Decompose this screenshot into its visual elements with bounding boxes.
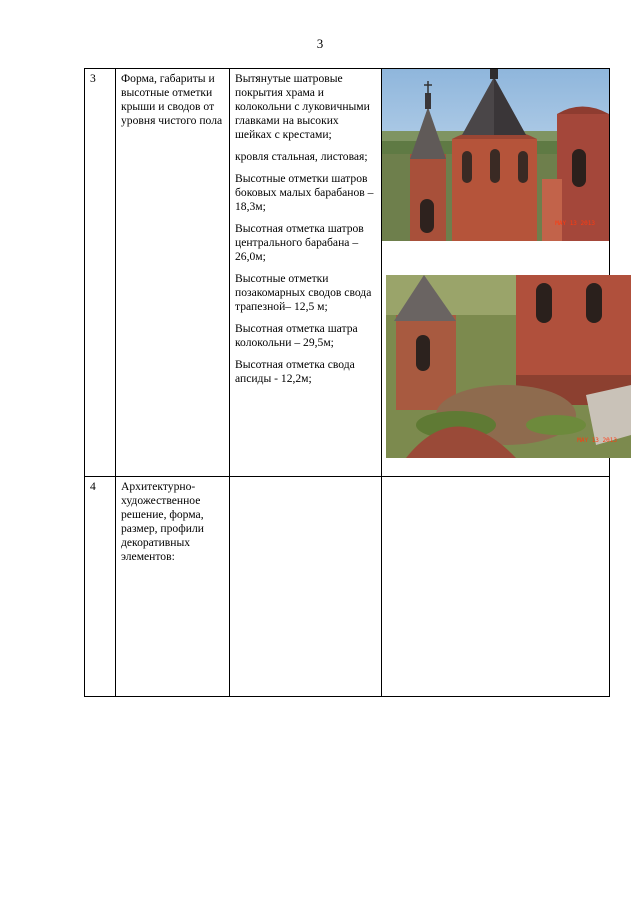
row-description <box>230 69 382 477</box>
row-title: Архитектурно-художественное решение, форма, размер, профили декоративных элементов: <box>116 477 230 697</box>
row-description <box>230 477 382 697</box>
table-row <box>85 477 610 697</box>
desc-paragraph: Высотная отметка свода апсиды - 12,2м; <box>235 358 355 385</box>
inspection-table <box>84 68 617 697</box>
photo-cell <box>382 69 617 477</box>
desc-paragraph: Высотная отметка шатра колокольни – 29,5м; <box>235 322 358 349</box>
church-tented-roofs-photo <box>382 69 609 241</box>
photo-cell <box>382 477 610 697</box>
desc-paragraph: Вытянутые шатровые покрытия храма и колокольни с луковичными главками на высоких шейках с крестами; <box>235 72 370 141</box>
photo-date-stamp: MAY 13 2013 <box>577 437 617 444</box>
page-number: 3 <box>316 36 324 51</box>
desc-paragraph: кровля стальная, листовая; <box>235 150 368 163</box>
row-number: 4 <box>85 477 116 697</box>
desc-paragraph: Высотная отметка шатров центрального барабана – 26,0м; <box>235 222 364 263</box>
bell-tower-ruins-photo <box>386 275 631 458</box>
desc-paragraph: Высотные отметки шатров боковых малых барабанов – 18,3м; <box>235 172 374 213</box>
photo-date-stamp: MAY 13 2013 <box>555 220 595 227</box>
row-title: Форма, габариты и высотные отметки крыши и сводов от уровня чистого пола <box>116 69 230 477</box>
desc-paragraph: Высотные отметки позакомарных сводов свода трапезной– 12,5 м; <box>235 272 372 313</box>
row-number: 3 <box>85 69 116 477</box>
table-row <box>85 69 610 477</box>
